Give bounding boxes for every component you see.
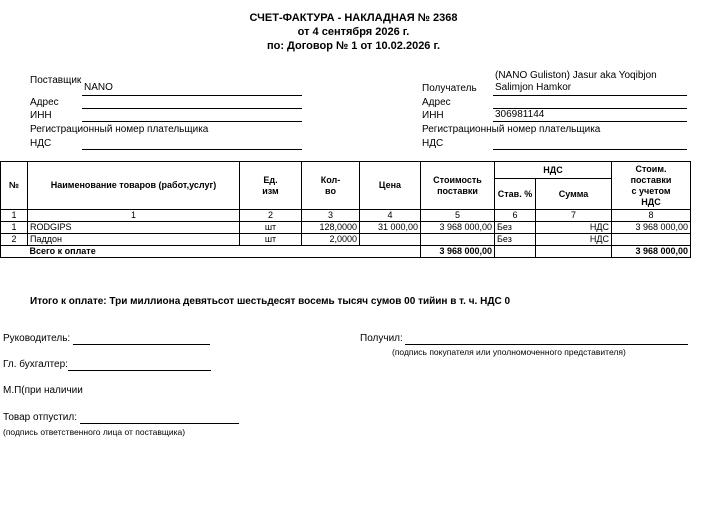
col-header-total-line1: Стоим. [635,163,667,174]
row-total [612,234,691,246]
buyer-inn-line [493,121,687,122]
supplier-label: Поставщик [30,75,82,86]
row-name: Паддон [28,234,240,246]
received-note: (подпись покупателя или уполномоченного представителя) [392,347,626,357]
stamp-label: М.П(при наличии [3,385,83,396]
released-note: (подпись ответственного лица от поставщика) [3,427,186,437]
col-header-price: Цена [360,162,421,210]
col-number: 6 [495,210,536,222]
total-row-spacer [1,246,28,258]
total-label: Всего к оплате [28,246,421,258]
items-table [0,161,691,258]
col-header-unit-line1: Ед. [263,174,278,185]
buyer-name-line1: (NANO Guliston) Jasur aka Yoqibjon [495,70,657,81]
row-price: 31 000,00 [360,222,421,234]
col-number: 3 [302,210,360,222]
received-sign-line [405,344,688,345]
row-unit: шт [240,222,302,234]
row-unit: шт [240,234,302,246]
col-header-name: Наименование товаров (работ,услуг) [28,162,240,210]
buyer-inn-label: ИНН [422,110,444,121]
row-cost [421,234,495,246]
supplier-inn-label: ИНН [30,110,52,121]
row-num: 2 [1,234,28,246]
row-name: RODGIPS [28,222,240,234]
supplier-name-line [82,95,302,96]
row-price [360,234,421,246]
row-num: 1 [1,222,28,234]
row-vat-rate: Без [495,234,536,246]
supplier-name: NANO [84,82,113,93]
col-header-vat-group: НДС [495,162,612,179]
total-row [1,246,691,258]
total-cost: 3 968 000,00 [421,246,495,258]
supplier-vat-line [82,149,302,150]
col-header-total-line2: поставки [630,174,672,185]
col-header-cost [421,162,495,210]
table-row [1,222,691,234]
invoice-date: от 4 сентября 2026 г. [297,26,410,38]
col-number: 2 [240,210,302,222]
total-with-vat: 3 968 000,00 [612,246,691,258]
accountant-label: Гл. бухгалтер: [3,359,68,370]
table-row [1,234,691,246]
buyer-name-line [493,95,687,96]
col-header-total [612,162,691,210]
row-qty: 2,0000 [302,234,360,246]
buyer-reg-label: Регистрационный номер плательщика [422,124,601,135]
invoice-title: СЧЕТ-ФАКТУРА - НАКЛАДНАЯ № 2368 [249,12,458,24]
director-label: Руководитель: [3,333,71,344]
director-sign-line [73,344,210,345]
buyer-vat-label: НДС [422,138,444,149]
supplier-inn-line [82,121,302,122]
invoice-contract: по: Договор № 1 от 10.02.2026 г. [266,40,441,52]
buyer-name-line2: Salimjon Hamkor [495,82,572,93]
col-header-total-line4: НДС [641,196,661,207]
col-number: 1 [1,210,28,222]
col-header-vat-rate: Став. % [495,179,536,210]
col-header-vat-sum: Сумма [536,179,612,210]
supplier-address-label: Адрес [30,97,59,108]
col-header-qty-line1: Кол- [320,174,341,185]
col-header-cost-line2: поставки [437,185,478,196]
supplier-reg-label: Регистрационный номер плательщика [30,124,209,135]
col-number: 1 [28,210,240,222]
buyer-address-label: Адрес [422,97,451,108]
row-total: 3 968 000,00 [612,222,691,234]
row-cost: 3 968 000,00 [421,222,495,234]
col-header-total-line3: с учетом [631,185,671,196]
amount-in-words: Итого к оплате: Три миллиона девятьсот шестьдесят восемь тысяч сумов 00 тийин в т. ч. НДС 0 [30,296,511,307]
released-sign-line [80,423,239,424]
col-header-unit [240,162,302,210]
col-header-cost-line1: Стоимость [433,174,482,185]
col-number: 8 [612,210,691,222]
row-vat-sum: НДС [536,222,612,234]
buyer-label: Получатель [422,83,477,94]
received-label: Получил: [360,333,403,344]
buyer-vat-line [493,149,687,150]
total-vat-sum-empty [536,246,612,258]
accountant-sign-line [68,370,211,371]
col-number: 5 [421,210,495,222]
released-label: Товар отпустил: [3,412,77,423]
col-header-qty [302,162,360,210]
row-vat-rate: Без [495,222,536,234]
row-vat-sum: НДС [536,234,612,246]
col-number: 7 [536,210,612,222]
buyer-inn-value: 306981144 [495,109,545,120]
total-vat-rate-empty [495,246,536,258]
row-qty: 128,0000 [302,222,360,234]
supplier-vat-label: НДС [30,138,52,149]
col-header-unit-line2: изм [262,185,279,196]
col-number: 4 [360,210,421,222]
supplier-address-line [82,108,302,109]
col-header-qty-line2: во [325,185,336,196]
col-header-num: № [1,162,28,210]
